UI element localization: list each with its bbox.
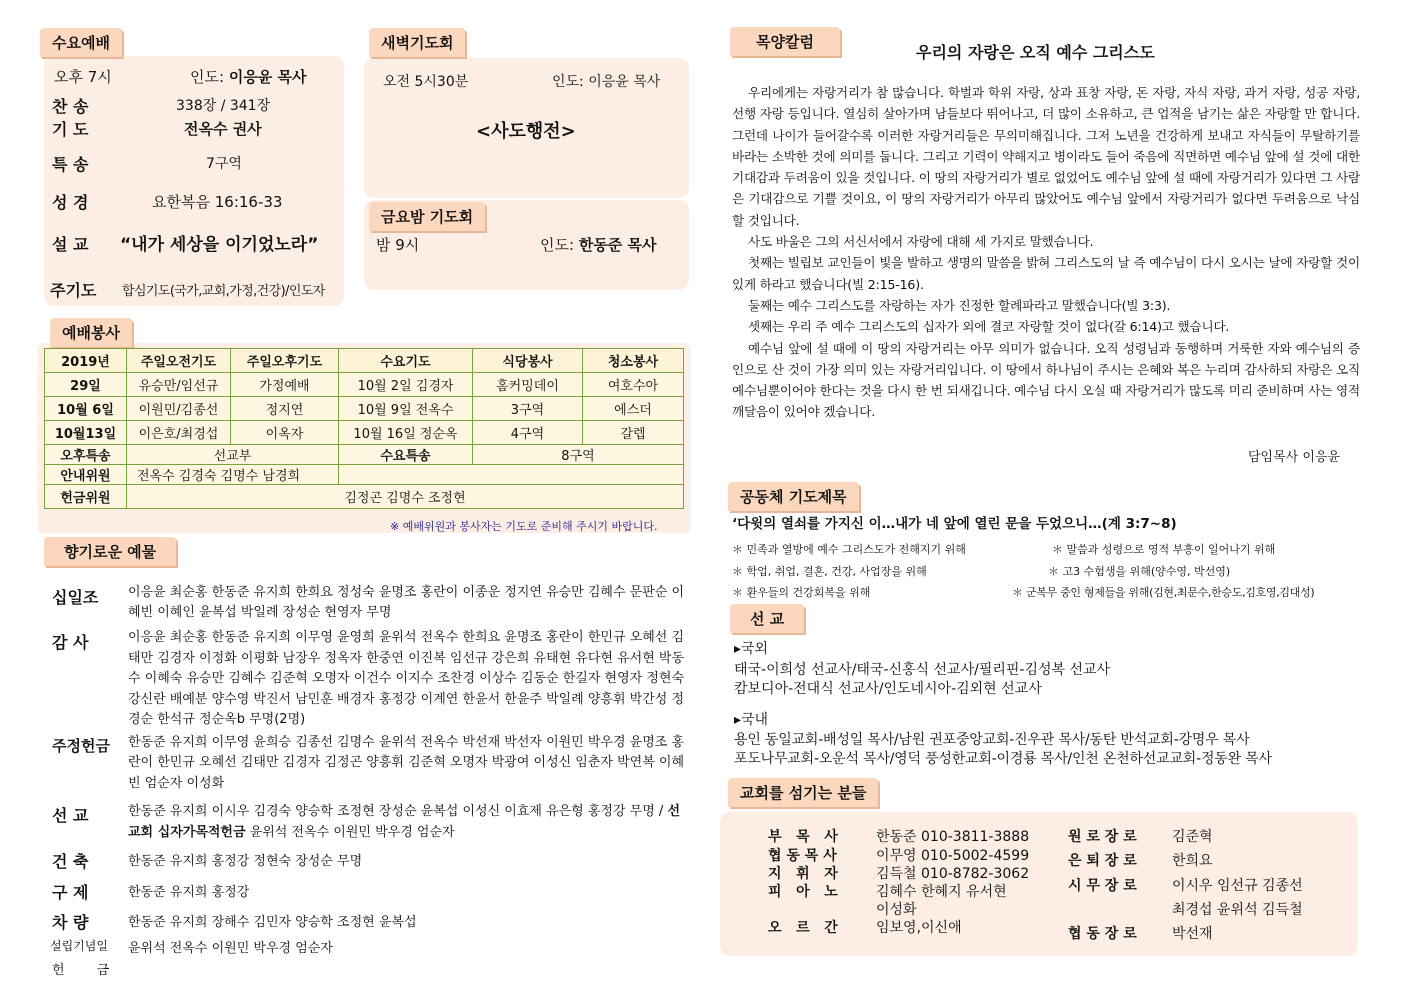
table-cell [339, 465, 684, 485]
afternoon-special-value: 선교부 [127, 445, 339, 465]
friday-leader [540, 234, 657, 255]
offering-names: 한동준 유지희 홍정강 정현숙 장성순 무명 [128, 854, 363, 869]
table-cell: 홈커밍데이 [473, 373, 583, 397]
offerings-tab: 향기로운 예물 [44, 537, 176, 566]
staff-tab: 교회를 섬기는 분들 [728, 778, 878, 807]
table-cell: 3구역 [473, 397, 583, 421]
staff-role: 협 동 목 사 [768, 848, 837, 864]
prayer-item: ＊ 군복무 중인 형제들을 위해(김현,최문수,한승도,김호영,김대성) [1012, 586, 1315, 599]
column-paragraph: 둘째는 예수 그리스도를 자랑하는 자가 진정한 할례파라고 말했습니다(빌 3:3). [748, 297, 1171, 313]
offering-label: 건 축 [52, 852, 89, 871]
table-row [45, 485, 684, 509]
wed-label-sermon: 설 교 [52, 235, 89, 254]
offering-vehicle [52, 910, 692, 934]
friday-time: 밤 9시 [376, 236, 420, 254]
staff-right-row [1068, 852, 1213, 871]
mission-domestic: 포도나무교회-오운석 목사/영덕 풍성한교회-이경룡 목사/인천 온천하선교교회-정동완 목사 [734, 751, 1272, 767]
column-paragraph: 사도 바울은 그의 서신서에서 자랑에 대해 세 가지로 말했습니다. [748, 234, 1094, 250]
offering-building [52, 849, 692, 873]
staff-left-row [768, 865, 1029, 884]
staff-right-row [1068, 925, 1213, 944]
wed-label-prayer: 기 도 [52, 120, 89, 139]
staff-value: 한동준 010-3811-3888 [876, 829, 1030, 845]
wed-value-scripture: 요한복음 16:16-33 [152, 193, 283, 211]
service-header: 주일오전기도 [127, 349, 231, 373]
column-paragraph: 셋째는 우리 주 예수 그리스도의 십자가 외에 결코 자랑할 것이 없다(갈 6:14)고 했습니다. [748, 319, 1230, 335]
staff-value: 이시우 임선규 김종선 [1172, 878, 1303, 894]
wed-special-value: 8구역 [473, 445, 684, 465]
offering-label: 차 량 [52, 913, 89, 932]
column-title: 우리의 자랑은 오직 예수 그리스도 [916, 43, 1155, 62]
prayer-item: ＊ 민족과 열방에 예수 그리스도가 전해지기 위해 [732, 543, 966, 556]
column-paragraph: 예수님 앞에 설 때에 이 땅의 자랑거리는 아무 의미가 없습니다. 오직 성령님과 동행하며 거룩한 자와 예수님의 증인으로 산 것이 가장 의미 있는 자랑거리입니다. 이 땅에서 하나님이 주시는 은혜와 복은 누리며 감사하되 자랑은 오직 예수님뿐이어야 한다는 것을 다시 한 번 되새깁니다. 예수님 다시 오실 때 자랑거리가 많도록 미리 준비하며 사는 영적 깨달음이 있어야 겠습니다. [732, 340, 1360, 420]
column-paragraph: 첫째는 빌립보 교인들이 빛을 발하고 생명의 말씀을 밝혀 그리스도의 날 즉 예수님이 다시 오시는 날에 자랑할 것이 있게 하라고 했습니다(빌 2:15-16). [732, 255, 1360, 292]
staff-value: 김혜수 한혜지 유서현 [876, 884, 1007, 900]
staff-value: 김득철 010-8782-3062 [876, 866, 1030, 882]
staff-role: 지 휘 자 [768, 866, 838, 882]
staff-value: 최경섭 윤위석 김득철 [1172, 902, 1303, 918]
dawn-leader-label: 인도: [552, 74, 584, 90]
table-cell: 이원민/김종선 [127, 397, 231, 421]
staff-right-row [1068, 828, 1213, 847]
staff-value: 이성화 [876, 902, 917, 918]
usher-label: 안내위원 [45, 465, 127, 485]
mission-tab: 선 교 [730, 604, 804, 633]
staff-value: 임보영,이신애 [876, 920, 962, 936]
table-row [45, 465, 684, 485]
staff-right-row [1172, 901, 1303, 920]
service-header: 식당봉사 [473, 349, 583, 373]
staff-role: 피 아 노 [768, 884, 838, 900]
offering-names: 한동준 유지희 이무영 윤희승 김종선 김명수 윤위석 전옥수 박선재 박선자 이원민 박우경 윤명조 홍란이 한민규 오혜선 김태만 김경자 김정곤 양흥휘 김준혁 오명자 박광여 이성신 임춘자 박연복 이혜빈 엄순자 이성화 [128, 735, 685, 791]
table-row [45, 421, 684, 445]
service-tab: 예배봉사 [50, 318, 132, 347]
service-date: 29일 [45, 373, 127, 397]
offering-mission [52, 801, 692, 843]
wed-value-special: 7구역 [206, 156, 242, 172]
staff-value: 한희요 [1172, 853, 1213, 869]
staff-left-row [768, 883, 1007, 902]
service-header: 주일오후기도 [231, 349, 339, 373]
staff-role: 원 로 장 로 [1068, 829, 1137, 845]
wed-special-label: 수요특송 [339, 445, 473, 465]
wed-value-sermon: “내가 세상을 이기었노라” [120, 235, 319, 255]
offering-label: 감 사 [52, 633, 89, 652]
table-row [45, 397, 684, 421]
wed-value-lordsprayer: 합심기도(국가,교회,가정,건강)/인도자 [122, 284, 325, 299]
staff-left-row [768, 828, 1029, 847]
offering-label: 선 교 [52, 806, 89, 825]
table-row [45, 445, 684, 465]
wednesday-time: 오후 7시 [54, 68, 112, 86]
staff-role: 오 르 간 [768, 920, 838, 936]
prayer-item: ＊ 학업, 취업, 결혼, 건강, 사업장을 위해 [732, 565, 927, 578]
prayer-item: ＊ 환우들의 건강회복을 위해 [732, 586, 871, 599]
column-paragraph: 우리에게는 자랑거리가 참 많습니다. 학벌과 학위 자랑, 상과 표창 자랑, 돈 자랑, 자식 자랑, 과거 자랑, 성공 자랑, 선행 자랑 등입니다. 열심히 살아가며 남들보다 뛰어나고, 더 많이 소유하고, 큰 업적을 남기는 삶은 자랑할 만 합니다. 그런데 나이가 들어갈수록 이러한 자랑거리들은 무의미해집니다. 그저 노년을 건강하게 보내고 자식들이 무탈하기를 바라는 소박한 것에 의미를 둡니다. 그리고 기력이 약해지고 병이라도 들어 죽음에 직면하면 예수님 앞에 설 것에 대한 기대감과 두려움이 있을 것입니다. 이 땅의 자랑거리가 별로 없었어도 예수님 앞에 설 때에 자랑거리가 있다면 그 사람은 기대감으로 기쁠 것이요, 이 땅의 자랑거리가 아무리 많았어도 예수님 앞에서 자랑거리가 없다면 두려움으로 낙심할 것입니다. [732, 85, 1360, 228]
table-row [45, 373, 684, 397]
staff-value: 박선재 [1172, 926, 1213, 942]
table-cell: 10월 2일 김경자 [339, 373, 473, 397]
table-cell: 10월 9일 전옥수 [339, 397, 473, 421]
staff-left-row [768, 919, 962, 938]
service-header: 수요기도 [339, 349, 473, 373]
service-note: ※ 예배위원과 봉사자는 기도로 준비해 주시기 바랍니다. [390, 520, 658, 533]
service-table [44, 348, 684, 509]
wednesday-leader-label: 인도: [190, 68, 225, 86]
dawn-leader-name: 이응윤 목사 [588, 74, 661, 90]
dawn-time: 오전 5시30분 [383, 74, 469, 90]
staff-role: 은 퇴 장 로 [1068, 853, 1137, 869]
table-cell: 10월 16일 정순옥 [339, 421, 473, 445]
staff-role: 협 동 장 로 [1068, 926, 1137, 942]
offering-thanks [52, 628, 692, 734]
offering-tithe [52, 583, 692, 625]
offering-committee-label: 헌금위원 [45, 485, 127, 509]
table-cell: 여호수아 [583, 373, 684, 397]
offering-names-part: 윤위석 전옥수 이원민 박우경 엄순자 [245, 825, 455, 840]
wed-label-hymn: 찬 송 [52, 97, 89, 116]
mission-foreign: 태국-이희성 선교사/태국-신홍식 선교사/필리핀-김성복 선교사 [734, 662, 1111, 678]
offering-label: 구 제 [52, 883, 89, 902]
staff-left-row [768, 847, 1029, 866]
offering-names: 이응윤 최순홍 한동준 유지희 한희요 정성숙 윤명조 홍란이 이종운 정지연 유승만 김혜수 문판순 이혜빈 이혜인 윤복섭 박일례 장성순 현영자 무명 [128, 585, 685, 620]
offering-label: 십일조 [52, 588, 99, 607]
offering-committee-value: 김정곤 김명수 조정현 [127, 485, 684, 509]
staff-role: 부 목 사 [768, 829, 838, 845]
wed-label-scripture: 성 경 [52, 193, 89, 212]
column-tab: 목양칼럼 [730, 27, 840, 56]
staff-value: 이무영 010-5002-4599 [876, 848, 1030, 864]
wednesday-leader [190, 66, 307, 87]
staff-right-row [1068, 877, 1303, 896]
mission-foreign: 캄보디아-전대식 선교사/인도네시아-김외현 선교사 [734, 681, 1042, 697]
table-cell: 이옥자 [231, 421, 339, 445]
table-cell: 정지연 [231, 397, 339, 421]
table-cell: 가정예배 [231, 373, 339, 397]
prayer-item: ＊ 말씀과 성령으로 영적 부흥이 일어나기 위해 [1052, 543, 1276, 556]
wednesday-panel [44, 56, 344, 306]
wednesday-leader-name: 이응윤 목사 [228, 68, 307, 86]
offering-mission-bold: 선교회 십자가목적헌금 [128, 804, 680, 840]
offering-relief [52, 880, 692, 904]
offering-label: 설립기념일 [50, 939, 108, 953]
offering-anniversary [50, 937, 690, 981]
offering-label: 주정헌금 [52, 737, 110, 755]
table-cell: 이은호/최경섭 [127, 421, 231, 445]
table-cell: 4구역 [473, 421, 583, 445]
offering-names: 한동준 유지희 홍정강 [128, 885, 250, 900]
table-cell: 유승만/임선규 [127, 373, 231, 397]
dawn-subject: <사도행전> [476, 121, 576, 142]
mission-foreign-label: ▸국외 [734, 641, 769, 657]
service-header: 2019년 [45, 349, 127, 373]
friday-leader-label: 인도: [540, 236, 575, 254]
wed-label-lordsprayer: 주기도 [50, 281, 97, 300]
offering-names: 윤위석 전옥수 이원민 박우경 엄순자 [128, 941, 333, 956]
table-cell: 갈렙 [583, 421, 684, 445]
offering-label-2: 헌 금 [52, 963, 124, 978]
mission-domestic: 용인 동일교회-배성일 목사/남원 권포중앙교회-진우관 목사/동탄 반석교회-강명우 목사 [734, 732, 1250, 748]
dawn-tab: 새벽기도회 [369, 28, 465, 57]
dawn-leader [552, 71, 660, 91]
prayer-tab: 공동체 기도제목 [728, 482, 859, 511]
prayer-verse: ‘다윗의 열쇠를 가지신 이…내가 네 앞에 열린 문을 두었으니…(계 3:7~8) [732, 516, 1177, 532]
staff-left-row [876, 901, 917, 920]
table-cell: 에스더 [583, 397, 684, 421]
friday-leader-name: 한동준 목사 [578, 236, 657, 254]
wed-value-hymn: 338장 / 341장 [176, 98, 271, 114]
service-date: 10월 6일 [45, 397, 127, 421]
offering-names [128, 801, 688, 843]
friday-tab: 금요밤 기도회 [369, 202, 485, 231]
column-signature: 담임목사 이응윤 [1248, 450, 1341, 465]
wed-value-prayer: 전옥수 권사 [184, 120, 262, 138]
offering-weekly [52, 733, 692, 795]
service-header-row [45, 349, 684, 373]
afternoon-special-label: 오후특송 [45, 445, 127, 465]
offering-names: 한동준 유지희 장해수 김민자 양승학 조정현 윤복섭 [128, 915, 417, 930]
usher-value: 전옥수 김경숙 김명수 남경희 [127, 465, 339, 485]
staff-role: 시 무 장 로 [1068, 878, 1137, 894]
prayer-item: ＊ 고3 수험생을 위해(양수영, 박선영) [1048, 565, 1231, 578]
wed-label-special: 특 송 [52, 155, 89, 174]
mission-domestic-label: ▸국내 [734, 712, 769, 728]
offering-names-part: 한동준 유지희 이시우 김경숙 양승학 조정현 장성순 윤복섭 이성신 이효제 유은형 홍정강 무명 / [128, 804, 668, 819]
column-body [732, 82, 1360, 423]
staff-value: 김준혁 [1172, 829, 1213, 845]
wednesday-tab: 수요예배 [40, 28, 122, 57]
service-header: 청소봉사 [583, 349, 684, 373]
offering-names: 이응윤 최순홍 한동준 유지희 이무영 윤영희 윤위석 전옥수 한희요 윤명조 홍란이 한민규 오혜선 김태만 김경자 이정화 이평화 남장우 정옥자 한중연 이진복 임선규 강은희 유태현 유다현 유서현 박동수 이혜숙 유승만 김혜수 김준혁 오명자 이건수 이지수 조찬경 이상수 김동순 한길자 현영자 정현숙 강신란 배예분 양수영 박진서 남민훈 배경자 홍정강 이계연 한윤서 한윤주 박일례 양흥휘 박간성 정경순 한석규 정순옥b 무명(2명) [128, 630, 685, 728]
service-date: 10월13일 [45, 421, 127, 445]
